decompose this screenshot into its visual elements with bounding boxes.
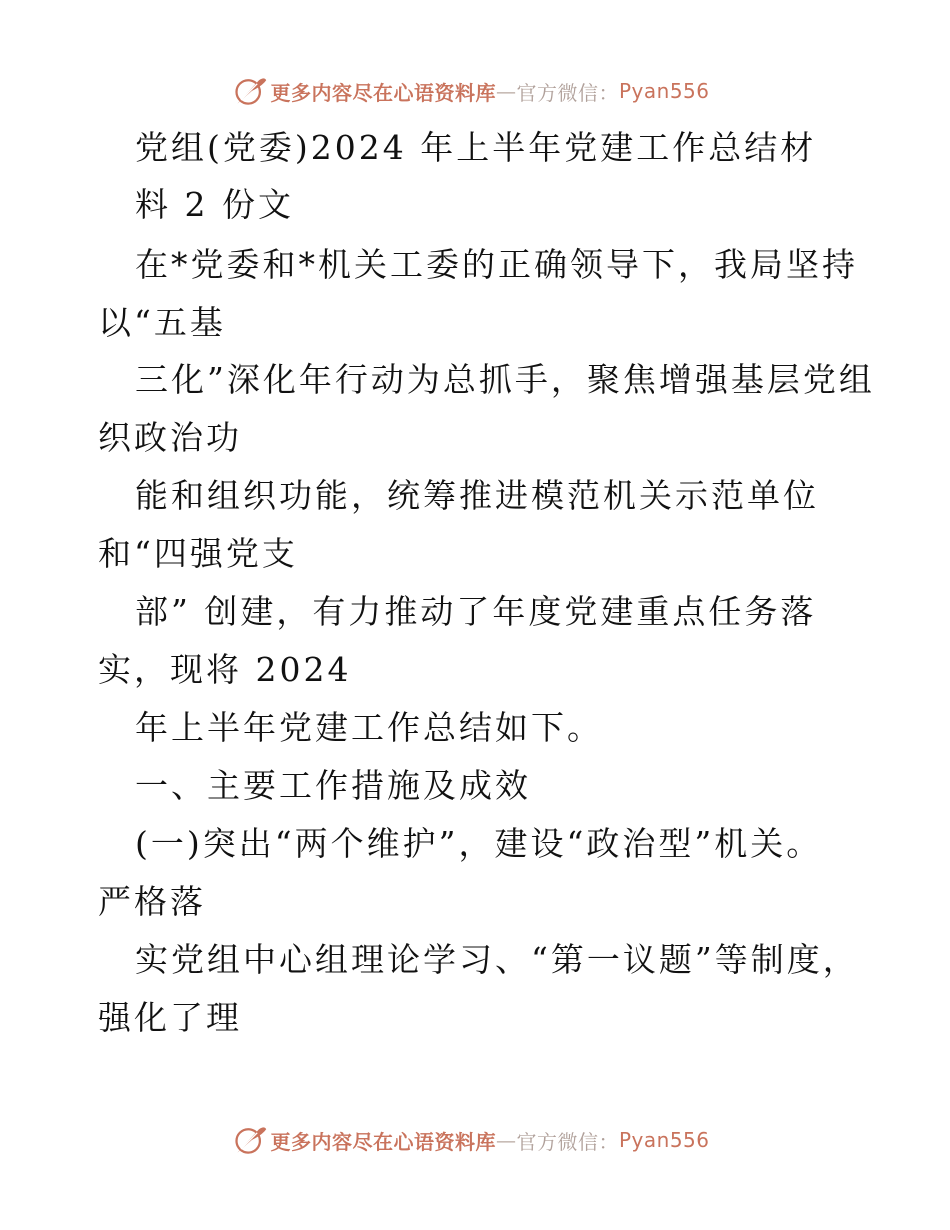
doc-title-line-2: 料 2 份文 (135, 185, 294, 224)
watermark-main-text: 更多内容尽在心语资料库 (270, 80, 496, 105)
watermark-dash: — (495, 1128, 517, 1152)
watermark-header (0, 71, 950, 111)
doc-paragraph-line: 织政治功 (98, 418, 242, 457)
doc-title-line-1: 党组(党委)2024 年上半年党建工作总结材 (135, 128, 817, 167)
doc-paragraph-line: 在*党委和*机关工委的正确领导下，我局坚持 (135, 245, 858, 284)
feather-pen-logo-icon (232, 1122, 268, 1158)
doc-paragraph-line: 三化”深化年行动为总抓手，聚焦增强基层党组 (135, 360, 875, 399)
watermark-main-text: 更多内容尽在心语资料库 (270, 1129, 496, 1154)
doc-paragraph-line: 部” 创建，有力推动了年度党建重点任务落 (135, 592, 817, 631)
watermark-wechat-id: Pyan556 (618, 79, 710, 103)
section-heading: 一、主要工作措施及成效 (135, 766, 531, 805)
watermark-dash: — (495, 79, 517, 103)
watermark-wechat-id: Pyan556 (618, 1128, 710, 1152)
feather-pen-logo-icon (232, 73, 268, 109)
doc-paragraph-line: 以“五基 (98, 303, 226, 342)
subsection-heading: (一)突出“两个维护”，建设“政治型”机关。 (135, 824, 823, 863)
watermark-label: 官方微信： (516, 80, 619, 105)
doc-paragraph-line: 年上半年党建工作总结如下。 (135, 708, 603, 747)
doc-paragraph-line: 能和组织功能，统筹推进模范机关示范单位 (135, 476, 819, 515)
doc-paragraph-line: 严格落 (98, 882, 206, 921)
doc-paragraph-line: 和“四强党支 (98, 534, 298, 573)
doc-paragraph-line: 实党组中心组理论学习、“第一议题”等制度， (135, 940, 859, 979)
watermark-footer (0, 1120, 950, 1160)
doc-paragraph-line: 强化了理 (98, 998, 242, 1037)
watermark-label: 官方微信： (516, 1129, 619, 1154)
doc-paragraph-line: 实，现将 2024 (98, 650, 352, 689)
